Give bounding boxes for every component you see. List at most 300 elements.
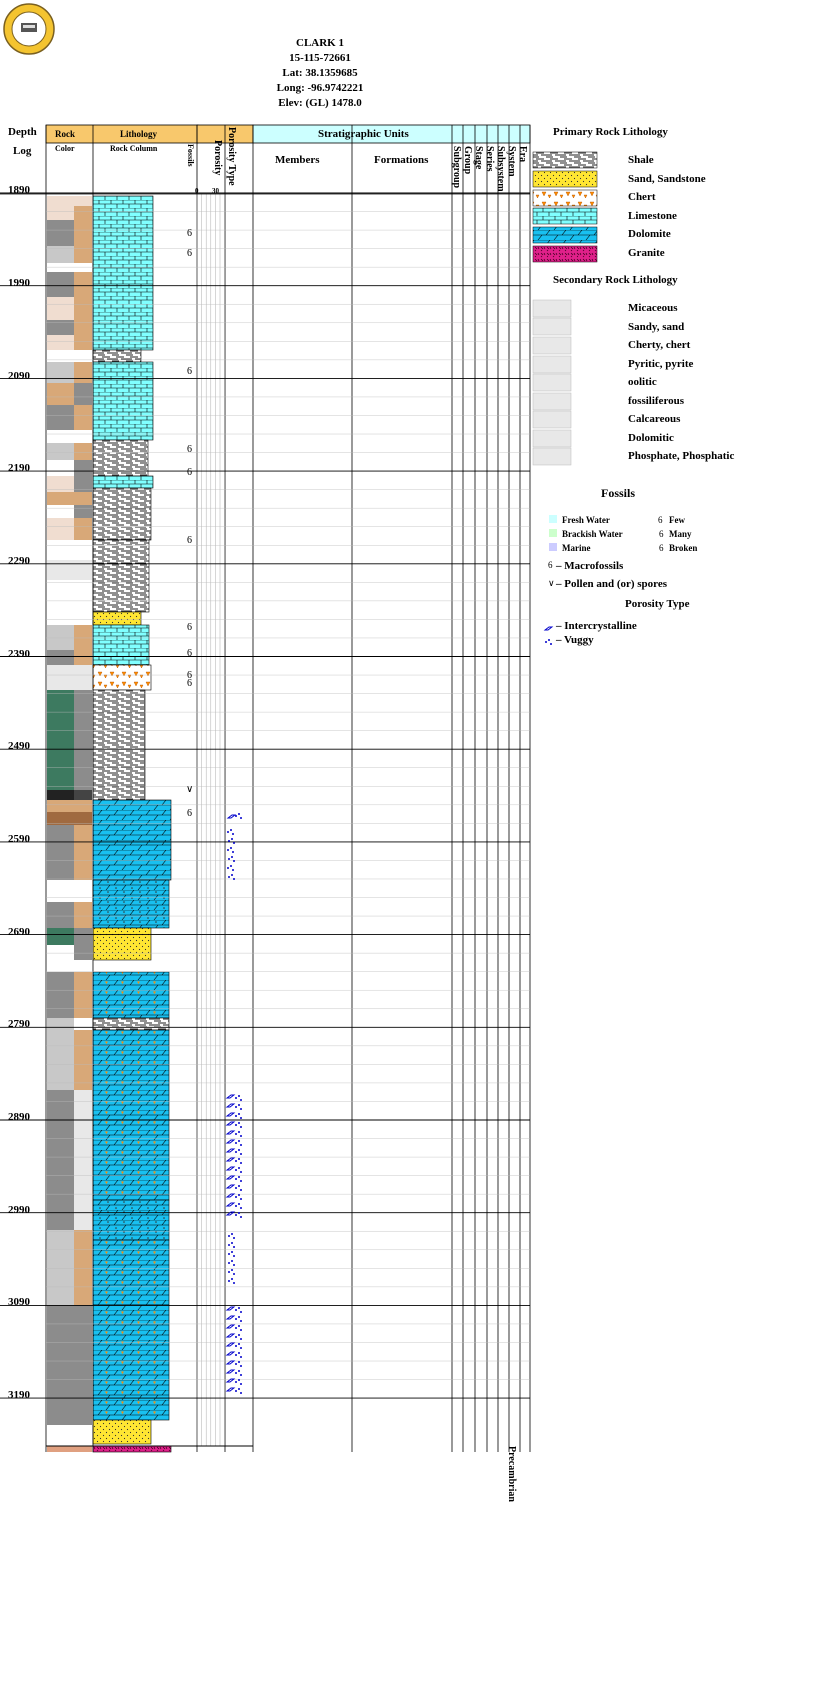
legend-sand: Sand, Sandstone: [628, 173, 706, 185]
rock-color-band: [47, 263, 74, 272]
vuggy-mark: [235, 1151, 237, 1153]
fossil-env-swatch: [549, 543, 557, 551]
legend-marine: Marine: [562, 543, 591, 553]
rock-color-band: [47, 1090, 74, 1230]
intercrystalline-mark: [227, 1203, 234, 1206]
fossils-header: Fossils: [186, 144, 195, 167]
vuggy-mark: [238, 1185, 240, 1187]
rock-color-band: [74, 690, 92, 790]
macrofossil-icon: 6: [187, 648, 192, 659]
intercrystalline-mark: [545, 627, 552, 630]
vuggy-mark: [228, 1262, 230, 1264]
vuggy-mark: [240, 1207, 242, 1209]
intercrystalline-mark: [227, 1104, 234, 1107]
intercrystalline-mark: [227, 1343, 234, 1346]
intercrystalline-mark: [227, 1388, 234, 1391]
rock-color-band: [74, 560, 92, 580]
intercrystalline-mark: [227, 1149, 234, 1152]
depth-label: 1890: [8, 184, 30, 196]
legend-vuggy: – Vuggy: [556, 634, 594, 646]
legend-few: Few: [669, 515, 685, 525]
vuggy-mark: [238, 1131, 240, 1133]
vuggy-mark: [238, 1388, 240, 1390]
rock-color-band: [47, 206, 74, 220]
rock-color-band: [47, 383, 74, 405]
era-precambrian: Precambrian: [506, 1446, 517, 1502]
vuggy-mark: [231, 838, 233, 840]
legend-glyph: 6: [659, 543, 664, 553]
legend-glyph: 6: [659, 529, 664, 539]
rock-color-band: [74, 1230, 92, 1305]
legend-swatch: [533, 430, 571, 447]
rock-color-band: [47, 825, 74, 880]
vuggy-mark: [233, 1264, 235, 1266]
vuggy-mark: [228, 1235, 230, 1237]
legend-swatch: [533, 152, 597, 168]
depth-label: 3090: [8, 1296, 30, 1308]
lithology-bed: [93, 196, 153, 350]
legend-shale: Shale: [628, 154, 654, 166]
vuggy-mark: [235, 1336, 237, 1338]
vuggy-mark: [238, 813, 240, 815]
depth-label: 2490: [8, 740, 30, 752]
rock-color-band: [74, 1018, 92, 1030]
legend-swatch: [533, 246, 597, 262]
vuggy-mark: [238, 1122, 240, 1124]
vuggy-mark: [231, 1251, 233, 1253]
macrofossil-icon: 6: [187, 366, 192, 377]
stage-header: Stage: [473, 146, 484, 170]
vuggy-mark: [233, 860, 235, 862]
rock-header: Rock: [55, 129, 75, 139]
well-lat: Lat: 38.1359685: [282, 67, 358, 79]
porosity-header: Porosity: [212, 140, 223, 176]
rock-color-band: [47, 505, 74, 518]
legend-swatch: [533, 300, 571, 317]
rock-color-band: [74, 580, 92, 625]
vuggy-mark: [235, 1187, 237, 1189]
vuggy-mark: [240, 1180, 242, 1182]
depth-label: 2290: [8, 555, 30, 567]
vuggy-mark: [240, 1329, 242, 1331]
depth-label: 2790: [8, 1018, 30, 1030]
rock-color-band: [74, 1305, 92, 1425]
lithology-bed: [93, 665, 151, 690]
lithology-bed: [93, 1018, 169, 1030]
legend-swatch: [533, 227, 597, 243]
depth-label: 2090: [8, 370, 30, 382]
rock-color-band: [74, 460, 92, 476]
rock-color-band: [74, 825, 92, 880]
vuggy-mark: [238, 1167, 240, 1169]
rock-color-band: [74, 1446, 92, 1452]
vuggy-mark: [240, 1347, 242, 1349]
intercrystalline-mark: [227, 1307, 234, 1310]
vuggy-mark: [228, 876, 230, 878]
vuggy-mark: [545, 641, 547, 643]
series-header: Series: [484, 146, 495, 172]
depth-label: 2990: [8, 1204, 30, 1216]
vuggy-mark: [233, 842, 235, 844]
lithology-bed: [93, 362, 153, 440]
rock-color-band: [74, 272, 92, 297]
rock-color-band: [47, 972, 74, 1018]
vuggy-mark: [235, 1124, 237, 1126]
depth-label: 1990: [8, 277, 30, 289]
lithology-bed: [93, 800, 171, 880]
vuggy-mark: [240, 1108, 242, 1110]
vuggy-mark: [240, 1198, 242, 1200]
depth-label: 2690: [8, 926, 30, 938]
vuggy-mark: [240, 1153, 242, 1155]
intercrystalline-mark: [227, 1113, 234, 1116]
vuggy-mark: [235, 1115, 237, 1117]
rock-color-band: [74, 220, 92, 246]
legend-intercrystalline: – Intercrystalline: [556, 620, 637, 632]
vuggy-mark: [240, 1126, 242, 1128]
rock-color-band: [74, 383, 92, 405]
rock-color-band: [47, 945, 74, 960]
rock-color-band: [74, 650, 92, 665]
legend-cherty: Cherty, chert: [628, 339, 691, 351]
vuggy-mark: [228, 1280, 230, 1282]
vuggy-mark: [227, 867, 229, 869]
legend-many: Many: [669, 529, 692, 539]
legend-swatch: [533, 393, 571, 410]
vuggy-mark: [240, 1162, 242, 1164]
pollen-icon: ∨: [186, 784, 194, 795]
intercrystalline-mark: [227, 1316, 234, 1319]
lithology-bed: [93, 1200, 169, 1240]
intercrystalline-mark: [228, 815, 235, 818]
legend-chert: Chert: [628, 191, 656, 203]
rock-color-band: [47, 518, 74, 540]
intercrystalline-mark: [227, 1167, 234, 1170]
legend-phosphate: Phosphate, Phosphatic: [628, 450, 735, 462]
vuggy-mark: [231, 1260, 233, 1262]
legend-swatch: [533, 356, 571, 373]
legend-swatch: [533, 374, 571, 391]
vuggy-mark: [228, 840, 230, 842]
intercrystalline-mark: [227, 1131, 234, 1134]
vuggy-mark: [240, 817, 242, 819]
vuggy-mark: [238, 1379, 240, 1381]
vuggy-mark: [235, 1327, 237, 1329]
vuggy-mark: [240, 1171, 242, 1173]
fossil-env-swatch: [549, 529, 557, 537]
lithology-bed: [93, 1030, 169, 1200]
legend-brackish-water: Brackish Water: [562, 529, 623, 539]
vuggy-mark: [238, 1361, 240, 1363]
members-header: Members: [275, 154, 320, 166]
vuggy-mark: [232, 851, 234, 853]
vuggy-mark: [235, 1142, 237, 1144]
secondary-lithology-title: Secondary Rock Lithology: [553, 274, 678, 286]
vuggy-mark: [235, 1363, 237, 1365]
rock-color-band: [74, 972, 92, 1018]
vuggy-mark: [238, 1149, 240, 1151]
rock-color-band: [47, 580, 74, 625]
legend-dolomitic: Dolomitic: [628, 432, 674, 444]
rock-color-band: [47, 492, 74, 505]
vuggy-mark: [238, 1334, 240, 1336]
well-elev: Elev: (GL) 1478.0: [278, 97, 362, 109]
lithology-bed: [93, 625, 149, 665]
rock-color-band: [74, 362, 92, 383]
porosity-scale-max: 30: [212, 187, 219, 195]
vuggy-mark: [238, 1158, 240, 1160]
vuggy-mark: [238, 1370, 240, 1372]
rock-color-band: [47, 272, 74, 297]
rock-color-band: [74, 945, 92, 960]
rock-color-band: [74, 812, 92, 825]
macrofossil-icon: 6: [187, 808, 192, 819]
rock-color-band: [47, 650, 74, 665]
rock-color-band: [74, 902, 92, 928]
vuggy-mark: [238, 1343, 240, 1345]
legend-swatch: [533, 448, 571, 465]
lithology-header: Lithology: [120, 129, 158, 139]
rock-color-band: [47, 928, 74, 945]
vuggy-mark: [235, 815, 237, 817]
rock-color-band: [47, 1446, 74, 1452]
vuggy-mark: [233, 878, 235, 880]
vuggy-mark: [235, 1097, 237, 1099]
rock-color-band: [47, 362, 74, 383]
legend-swatch: [533, 318, 571, 335]
fossil-env-swatch: [549, 515, 557, 523]
legend-glyph: ∨: [548, 578, 555, 588]
macrofossil-icon: 6: [187, 670, 192, 681]
vuggy-mark: [240, 1311, 242, 1313]
vuggy-mark: [240, 1356, 242, 1358]
rock-color-band: [74, 1425, 92, 1444]
rock-color-band: [47, 335, 74, 350]
porosity-type-title: Porosity Type: [625, 598, 690, 610]
rock-color-band: [47, 320, 74, 335]
rock-color-band: [47, 1305, 74, 1425]
depth-label: 2390: [8, 648, 30, 660]
rock-color-band: [47, 665, 74, 690]
legend-glyph: 6: [658, 515, 663, 525]
vuggy-mark: [238, 1113, 240, 1115]
legend-swatch: [533, 208, 597, 224]
vuggy-mark: [238, 1212, 240, 1214]
fossils-title: Fossils: [601, 486, 636, 500]
rock-color-band: [47, 540, 74, 560]
intercrystalline-mark: [227, 1185, 234, 1188]
log-header: Log: [13, 145, 32, 157]
rock-color-band: [47, 1425, 74, 1444]
rock-color-band: [47, 220, 74, 246]
vuggy-mark: [231, 1269, 233, 1271]
vuggy-mark: [227, 831, 229, 833]
vuggy-mark: [240, 1383, 242, 1385]
subgroup-header: Subgroup: [451, 146, 462, 189]
legend-pyritic: Pyritic, pyrite: [628, 358, 694, 370]
vuggy-mark: [228, 1271, 230, 1273]
rock-color-band: [74, 1090, 92, 1230]
legend-micaceous: Micaceous: [628, 302, 678, 314]
legend-pollen: – Pollen and (or) spores: [556, 578, 668, 590]
vuggy-mark: [231, 1233, 233, 1235]
rock-color-band: [47, 430, 74, 443]
legend-oolitic: oolitic: [628, 376, 657, 388]
lithology-bed: [93, 440, 148, 476]
rock-color-band: [47, 460, 74, 476]
vuggy-mark: [240, 1392, 242, 1394]
vuggy-mark: [238, 1203, 240, 1205]
lithology-bed: [93, 880, 169, 928]
vuggy-mark: [235, 1205, 237, 1207]
legend-macrofossils: – Macrofossils: [556, 560, 624, 572]
intercrystalline-mark: [227, 1140, 234, 1143]
intercrystalline-mark: [227, 1122, 234, 1125]
porosity-type-header: Porosity Type: [226, 127, 237, 186]
vuggy-mark: [240, 1135, 242, 1137]
rock-color-band: [47, 690, 74, 790]
primary-lithology-title: Primary Rock Lithology: [553, 126, 668, 138]
vuggy-mark: [235, 1372, 237, 1374]
rock-color-band: [74, 518, 92, 540]
rock-color-band: [74, 790, 92, 800]
vuggy-mark: [235, 1381, 237, 1383]
vuggy-mark: [240, 1338, 242, 1340]
vuggy-mark: [235, 1390, 237, 1392]
legend-fossiliferous: fossiliferous: [628, 395, 685, 407]
vuggy-mark: [235, 1133, 237, 1135]
vuggy-mark: [235, 1214, 237, 1216]
lithology-bed: [93, 488, 151, 540]
era-header: Era: [517, 146, 528, 163]
lithology-bed: [93, 350, 141, 362]
rock-color-band: [74, 540, 92, 560]
vuggy-mark: [240, 1144, 242, 1146]
macrofossil-icon: 6: [187, 228, 192, 239]
legend-fresh-water: Fresh Water: [562, 515, 610, 525]
color-header: Color: [55, 144, 75, 153]
rock-color-band: [47, 560, 74, 580]
depth-label: 2890: [8, 1111, 30, 1123]
intercrystalline-mark: [227, 1325, 234, 1328]
rock-column-header: Rock Column: [110, 144, 158, 153]
vuggy-mark: [233, 1282, 235, 1284]
rock-color-band: [74, 350, 92, 362]
rock-color-band: [74, 492, 92, 505]
rock-color-band: [74, 880, 92, 902]
vuggy-mark: [231, 874, 233, 876]
rock-color-band: [47, 812, 74, 825]
rock-color-band: [47, 1230, 74, 1305]
intercrystalline-mark: [227, 1158, 234, 1161]
intercrystalline-mark: [227, 1095, 234, 1098]
vuggy-mark: [240, 1099, 242, 1101]
well-name: CLARK 1: [296, 37, 344, 49]
vuggy-mark: [550, 643, 552, 645]
group-header: Group: [462, 146, 473, 175]
vuggy-mark: [238, 1325, 240, 1327]
vuggy-mark: [235, 1160, 237, 1162]
vuggy-mark: [240, 1216, 242, 1218]
intercrystalline-mark: [227, 1361, 234, 1364]
depth-label: 2590: [8, 833, 30, 845]
lithology-bed: [93, 972, 169, 1018]
lithology-bed: [93, 476, 153, 488]
vuggy-mark: [235, 1309, 237, 1311]
legend-swatch: [533, 337, 571, 354]
rock-color-band: [74, 297, 92, 320]
lithology-bed: [93, 928, 151, 960]
porosity-scale-min: 0: [195, 187, 199, 195]
vuggy-mark: [240, 1374, 242, 1376]
vuggy-mark: [240, 1189, 242, 1191]
legend-calcareous: Calcareous: [628, 413, 681, 425]
lithology-bed: [93, 690, 145, 800]
vuggy-mark: [238, 1176, 240, 1178]
vuggy-mark: [233, 1246, 235, 1248]
macrofossil-icon: 6: [187, 467, 192, 478]
legend-limestone: Limestone: [628, 210, 677, 222]
rock-color-band: [74, 430, 92, 443]
vuggy-mark: [230, 829, 232, 831]
depth-header: Depth: [8, 126, 37, 138]
legend-glyph: 6: [548, 560, 553, 570]
rock-color-band: [74, 405, 92, 430]
macrofossil-icon: 6: [187, 622, 192, 633]
rock-color-band: [74, 1030, 92, 1090]
vuggy-mark: [235, 1354, 237, 1356]
macrofossil-icon: 6: [187, 535, 192, 546]
legend-swatch: [533, 190, 597, 206]
rock-color-band: [74, 443, 92, 460]
lithology-bed: [93, 1305, 169, 1420]
vuggy-mark: [238, 1095, 240, 1097]
rock-color-band: [47, 625, 74, 650]
rock-color-band: [74, 960, 92, 972]
vuggy-mark: [235, 1169, 237, 1171]
depth-label: 2190: [8, 462, 30, 474]
vuggy-mark: [238, 1307, 240, 1309]
rock-color-band: [74, 335, 92, 350]
formations-header: Formations: [374, 154, 429, 166]
intercrystalline-mark: [227, 1370, 234, 1373]
intercrystalline-mark: [227, 1194, 234, 1197]
vuggy-mark: [231, 1242, 233, 1244]
lithology-bed: [93, 1446, 171, 1452]
rock-color-band: [74, 196, 92, 206]
rock-color-band: [74, 206, 92, 220]
lithology-bed: [93, 1420, 151, 1444]
rock-color-band: [74, 625, 92, 650]
vuggy-mark: [232, 869, 234, 871]
rock-color-band: [47, 1018, 74, 1030]
vuggy-mark: [231, 1278, 233, 1280]
vuggy-mark: [228, 1244, 230, 1246]
legend-granite: Granite: [628, 247, 665, 259]
subsystem-header: Subsystem: [495, 146, 506, 192]
rock-color-band: [47, 880, 74, 902]
vuggy-mark: [228, 858, 230, 860]
rock-color-band: [47, 443, 74, 460]
rock-color-band: [74, 320, 92, 335]
rock-color-band: [47, 405, 74, 430]
vuggy-mark: [233, 1237, 235, 1239]
vuggy-mark: [235, 1318, 237, 1320]
vuggy-mark: [238, 1316, 240, 1318]
vuggy-mark: [548, 639, 550, 641]
rock-color-band: [74, 800, 92, 812]
vuggy-mark: [235, 1178, 237, 1180]
